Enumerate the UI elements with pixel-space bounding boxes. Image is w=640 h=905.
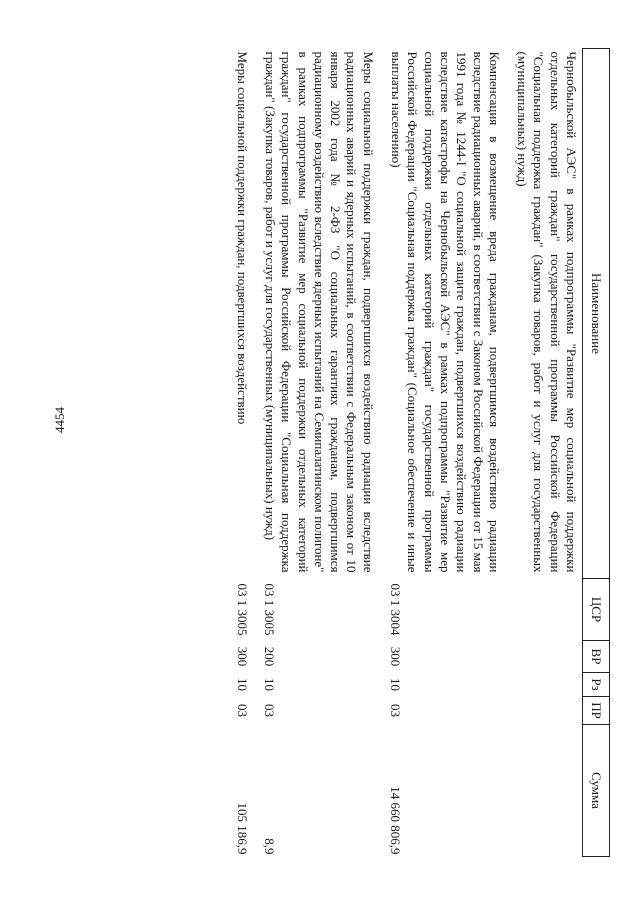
row-rz: 10 <box>261 678 277 691</box>
row-vr: 300 <box>234 646 250 667</box>
column-header-name: Наименование <box>583 49 610 579</box>
row-name: Чернобыльской АЭС" в рамках подпрограммы "Развитие мер социальной поддержки отдельных категорий граждан" государственной программы Российской Федерации "Социальная поддержка граждан" (Закупка товаров, работ и услуг для государственных (муниципальных) нужд) <box>515 51 579 573</box>
table-row <box>261 49 379 857</box>
row-sum: 105 186,9 <box>234 802 250 855</box>
row-vr: 200 <box>261 646 277 667</box>
row-sum <box>513 725 583 857</box>
row-csr: 03 1 3005 <box>234 583 250 636</box>
column-header-csr: ЦСР <box>583 579 610 641</box>
row-csr: 03 1 3004 <box>388 583 404 636</box>
column-header-rz: Рз <box>583 673 610 697</box>
row-sum: 14 660 806,9 <box>388 786 404 855</box>
row-rz <box>513 673 583 697</box>
row-csr <box>513 579 583 641</box>
row-vr: 300 <box>388 646 404 667</box>
row-pr: 03 <box>234 704 250 717</box>
table-header-row <box>583 49 610 857</box>
row-pr <box>513 697 583 725</box>
table-row <box>387 49 505 857</box>
row-rz: 10 <box>388 678 404 691</box>
row-name: Меры социальной поддержки граждан, подвергшихся воздействию радиации вследствие радиационных аварий и ядерных испытаний, в соответствии с Федеральным законом от 10 января 2002 года № 2-ФЗ "О социальных гарантиях гражданам, подвергшимся радиационному воздействию вследствие ядерных испытаний на Семипалатинском полигоне" в рамках подпрограммы "Развитие мер социальной поддержки отдельных категорий граждан" государственной программы Российской Федерации "Социальная поддержка граждан" (Закупка товаров, работ и услуг для государственных (муниципальных) нужд) <box>262 51 376 573</box>
row-pr: 03 <box>388 704 404 717</box>
row-pr: 03 <box>261 704 277 717</box>
row-name: Компенсация в возмещение вреда гражданам, подвергшимся воздействию радиации вследствие радиационных аварий, в соответствии с Законом Российской Федерации от 15 мая 1991 года № 1244-I "О социальной защите граждан, подвергшихся воздействию радиации вследствие катастрофы на Чернобыльской АЭС" в рамках подпрограммы "Развитие мер социальной поддержки отдельных категорий граждан" государственной программы Российской Федерации "Социальная поддержка граждан" (Социальное обеспечение и иные выплаты населению) <box>389 51 502 573</box>
column-header-sum: Сумма <box>583 725 610 857</box>
row-name: Меры социальной поддержки граждан, подвергшихся воздействию <box>234 51 250 425</box>
table-row <box>232 49 252 857</box>
page-number: 4454 <box>52 407 67 433</box>
column-header-vr: ВР <box>583 641 610 673</box>
row-rz: 10 <box>234 678 250 691</box>
table-row <box>513 49 583 857</box>
row-csr: 03 1 3005 <box>261 583 277 636</box>
rotated-page-content <box>100 48 610 858</box>
row-vr <box>513 641 583 673</box>
column-header-pr: ПР <box>583 697 610 725</box>
budget-table <box>232 48 610 857</box>
row-sum: 8,9 <box>261 838 277 855</box>
